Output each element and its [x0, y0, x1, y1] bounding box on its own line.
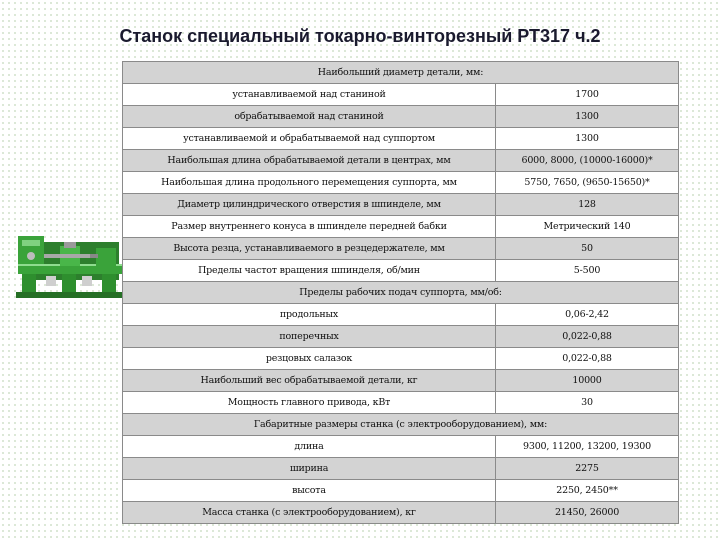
value-cell: 30 — [496, 392, 679, 414]
parameter-cell: устанавливаемой над станиной — [123, 84, 496, 106]
value-cell: 2250, 2450** — [496, 480, 679, 502]
value-cell: 1300 — [496, 106, 679, 128]
table-row — [123, 502, 679, 524]
value-cell: 5750, 7650, (9650-15650)* — [496, 172, 679, 194]
value-cell: 10000 — [496, 370, 679, 392]
value-cell: 128 — [496, 194, 679, 216]
parameter-cell: Наибольшая длина продольного перемещения суппорта, мм — [123, 172, 496, 194]
parameter-cell: Высота резца, устанавливаемого в резцедержателе, мм — [123, 238, 496, 260]
parameter-cell: длина — [123, 436, 496, 458]
value-cell: 0,06-2,42 — [496, 304, 679, 326]
value-cell: 6000, 8000, (10000-16000)* — [496, 150, 679, 172]
parameter-cell: Пределы частот вращения шпинделя, об/мин — [123, 260, 496, 282]
parameter-cell: резцовых салазок — [123, 348, 496, 370]
value-cell: 1700 — [496, 84, 679, 106]
value-cell: Метрический 140 — [496, 216, 679, 238]
table-row — [123, 260, 679, 282]
parameter-cell: ширина — [123, 458, 496, 480]
parameter-cell: высота — [123, 480, 496, 502]
table-row — [123, 348, 679, 370]
table-row — [123, 326, 679, 348]
parameter-cell: Масса станка (с электрооборудованием), кг — [123, 502, 496, 524]
table-row — [123, 106, 679, 128]
value-cell: 21450, 26000 — [496, 502, 679, 524]
parameter-cell: Размер внутреннего конуса в шпинделе передней бабки — [123, 216, 496, 238]
table-row — [123, 480, 679, 502]
value-cell: 2275 — [496, 458, 679, 480]
section-header-text: Габаритные размеры станка (с электрооборудованием), мм: — [123, 414, 679, 436]
parameter-cell: Диаметр цилиндрического отверстия в шпинделе, мм — [123, 194, 496, 216]
table-row — [123, 172, 679, 194]
parameter-cell: Наибольший вес обрабатываемой детали, кг — [123, 370, 496, 392]
specifications-table — [122, 61, 679, 524]
table-row — [123, 458, 679, 480]
parameter-cell: Наибольшая длина обрабатываемой детали в центрах, мм — [123, 150, 496, 172]
lathe-machine-image — [16, 212, 126, 304]
table-section-header — [123, 62, 679, 84]
table-row — [123, 392, 679, 414]
table-row — [123, 150, 679, 172]
table-row — [123, 436, 679, 458]
value-cell: 50 — [496, 238, 679, 260]
table-row — [123, 84, 679, 106]
table-row — [123, 128, 679, 150]
table-section-header — [123, 282, 679, 304]
value-cell: 5-500 — [496, 260, 679, 282]
table-row — [123, 238, 679, 260]
parameter-cell: устанавливаемой и обрабатываемой над суппортом — [123, 128, 496, 150]
table-row — [123, 370, 679, 392]
slide-title: Станок специальный токарно-винторезный РТ317 ч.2 — [119, 26, 601, 46]
value-cell: 0,022-0,88 — [496, 348, 679, 370]
table-section-header — [123, 414, 679, 436]
value-cell: 0,022-0,88 — [496, 326, 679, 348]
table-row — [123, 194, 679, 216]
table-row — [123, 304, 679, 326]
value-cell: 1300 — [496, 128, 679, 150]
section-header-text: Наибольший диаметр детали, мм: — [123, 62, 679, 84]
parameter-cell: продольных — [123, 304, 496, 326]
parameter-cell: Мощность главного привода, кВт — [123, 392, 496, 414]
parameter-cell: поперечных — [123, 326, 496, 348]
parameter-cell: обрабатываемой над станиной — [123, 106, 496, 128]
section-header-text: Пределы рабочих подач суппорта, мм/об: — [123, 282, 679, 304]
value-cell: 9300, 11200, 13200, 19300 — [496, 436, 679, 458]
table-row — [123, 216, 679, 238]
